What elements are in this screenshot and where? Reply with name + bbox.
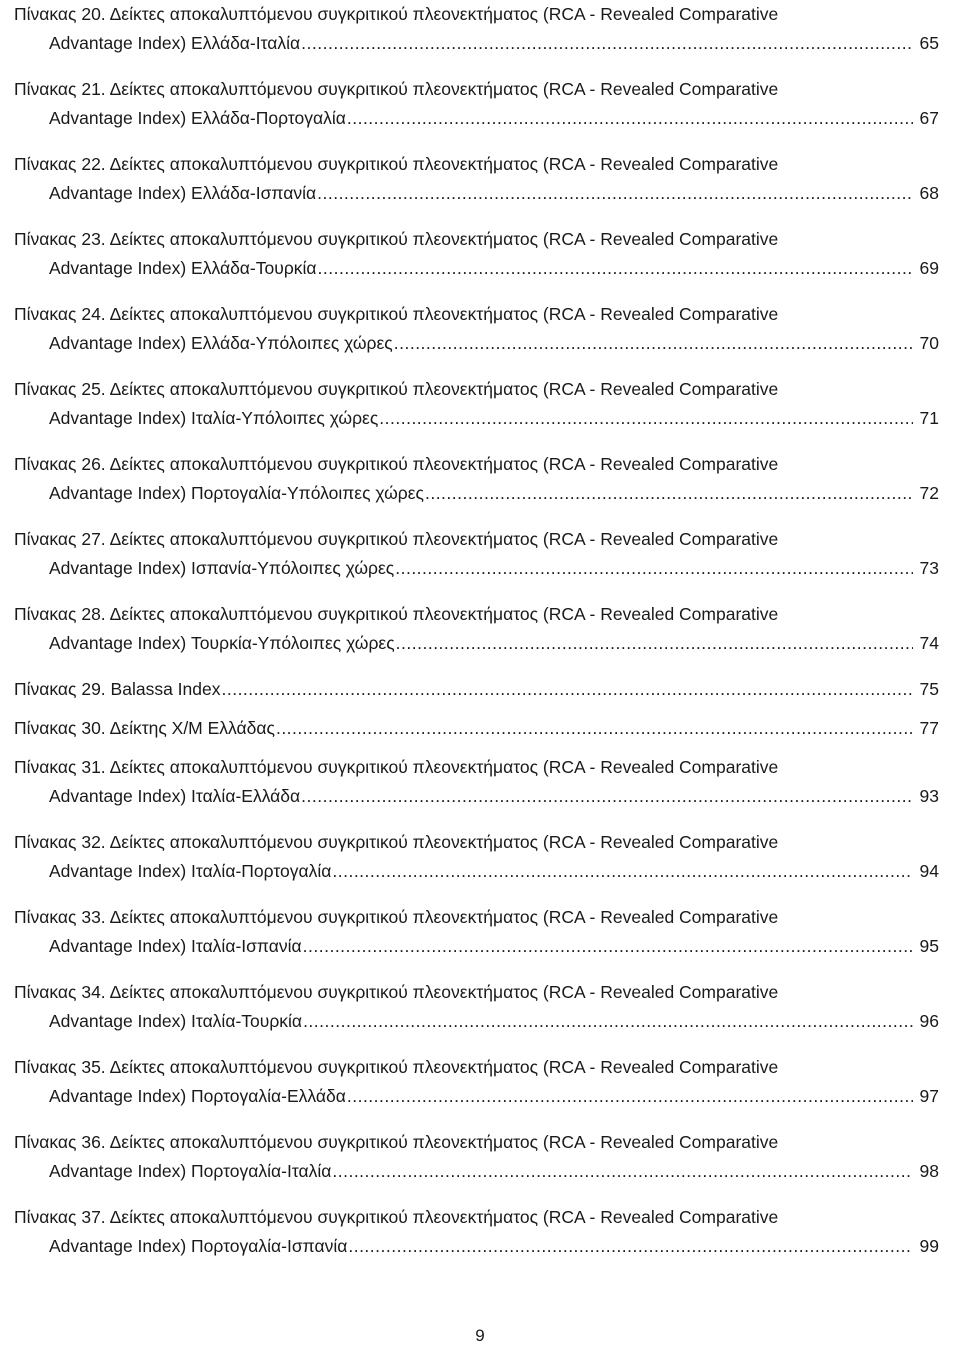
toc-entry-title-line2: Advantage Index) Ιταλία-Ισπανία bbox=[49, 936, 302, 956]
toc-entry-title-line2: Advantage Index) Ελλάδα-Ισπανία bbox=[49, 183, 317, 203]
dot-leader bbox=[303, 932, 913, 961]
toc-entry-title-line2: Advantage Index) Πορτογαλία-Υπόλοιπες χώρες bbox=[49, 483, 424, 503]
dot-leader bbox=[303, 1007, 913, 1036]
toc-entry-title-line2: Δείκτης Χ/Μ Ελλάδας bbox=[109, 718, 275, 738]
toc-entry[interactable] bbox=[14, 0, 960, 58]
toc-entry-title-line1: Δείκτες αποκαλυπτόμενου συγκριτικού πλεονεκτήματος (RCA - Revealed Comparative bbox=[109, 604, 779, 624]
toc-entry-label: Πίνακας 34. bbox=[14, 982, 106, 1002]
toc-entry-page-number: 68 bbox=[919, 183, 939, 203]
toc-entry-first-line bbox=[14, 1053, 960, 1082]
toc-entry[interactable] bbox=[14, 600, 960, 658]
toc-entry-page-number: 96 bbox=[919, 1011, 939, 1031]
toc-entry-page-number: 97 bbox=[919, 1086, 939, 1106]
toc-entry-title-line2: Advantage Index) Ελλάδα-Πορτογαλία bbox=[49, 108, 346, 128]
toc-entry-page-number: 99 bbox=[919, 1236, 939, 1256]
toc-entry-leader-line bbox=[14, 675, 939, 704]
toc-entry-first-line bbox=[14, 225, 960, 254]
toc-entry-title-line1: Δείκτες αποκαλυπτόμενου συγκριτικού πλεονεκτήματος (RCA - Revealed Comparative bbox=[109, 229, 779, 249]
dot-leader bbox=[396, 629, 913, 658]
toc-entry-leader-line bbox=[14, 714, 939, 743]
toc-entry-label: Πίνακας 23. bbox=[14, 229, 106, 249]
toc-entry-leader-line bbox=[14, 329, 939, 358]
toc-entry-leader-line bbox=[14, 479, 939, 508]
toc-entry-label: Πίνακας 20. bbox=[14, 4, 106, 24]
toc-entry-leader-line bbox=[14, 254, 939, 283]
toc-entry-label: Πίνακας 36. bbox=[14, 1132, 106, 1152]
toc-entry-leader-line bbox=[14, 629, 939, 658]
dot-leader bbox=[301, 782, 913, 811]
toc-entry-first-line bbox=[14, 525, 960, 554]
dot-leader bbox=[394, 329, 913, 358]
toc-entry-page-number: 73 bbox=[919, 558, 939, 578]
toc-entry-title-line1: Δείκτες αποκαλυπτόμενου συγκριτικού πλεονεκτήματος (RCA - Revealed Comparative bbox=[109, 529, 779, 549]
toc-entry-first-line bbox=[14, 600, 960, 629]
toc-entry-first-line bbox=[14, 828, 960, 857]
dot-leader bbox=[301, 29, 913, 58]
toc-entry-title-line2: Balassa Index bbox=[110, 679, 221, 699]
toc-entry-label: Πίνακας 37. bbox=[14, 1207, 106, 1227]
toc-entry-title-line1: Δείκτες αποκαλυπτόμενου συγκριτικού πλεονεκτήματος (RCA - Revealed Comparative bbox=[109, 379, 779, 399]
toc-entry[interactable] bbox=[14, 753, 960, 811]
toc-entry-title-line2: Advantage Index) Ιταλία-Υπόλοιπες χώρες bbox=[49, 408, 379, 428]
toc-entry-first-line bbox=[14, 753, 960, 782]
dot-leader bbox=[221, 675, 913, 704]
toc-entry-page-number: 70 bbox=[919, 333, 939, 353]
toc-entry-title-line2: Advantage Index) Πορτογαλία-Ελλάδα bbox=[49, 1086, 346, 1106]
toc-entry-title-line1: Δείκτες αποκαλυπτόμενου συγκριτικού πλεονεκτήματος (RCA - Revealed Comparative bbox=[109, 907, 779, 927]
toc-entry[interactable] bbox=[14, 1203, 960, 1261]
dot-leader bbox=[425, 479, 913, 508]
toc-entry-leader-line bbox=[14, 1007, 939, 1036]
toc-entry-page-number: 65 bbox=[919, 33, 939, 53]
dot-leader bbox=[347, 104, 913, 133]
toc-entry-leader-line bbox=[14, 857, 939, 886]
toc-entry-title-line2: Advantage Index) Ελλάδα-Τουρκία bbox=[49, 258, 317, 278]
toc-entry-page-number: 71 bbox=[919, 408, 939, 428]
toc-entry[interactable] bbox=[14, 375, 960, 433]
toc-entry-first-line bbox=[14, 1203, 960, 1232]
toc-entry-leader-line bbox=[14, 1082, 939, 1111]
toc-entry[interactable] bbox=[14, 978, 960, 1036]
toc-entry-first-line bbox=[14, 75, 960, 104]
toc-entry-page-number: 69 bbox=[919, 258, 939, 278]
toc-entry-title-line1: Δείκτες αποκαλυπτόμενου συγκριτικού πλεονεκτήματος (RCA - Revealed Comparative bbox=[109, 1207, 779, 1227]
toc-entry-page-number: 93 bbox=[919, 786, 939, 806]
toc-entry-first-line bbox=[14, 903, 960, 932]
toc-entry-title-line1: Δείκτες αποκαλυπτόμενου συγκριτικού πλεονεκτήματος (RCA - Revealed Comparative bbox=[109, 982, 779, 1002]
toc-entry-title-line1: Δείκτες αποκαλυπτόμενου συγκριτικού πλεονεκτήματος (RCA - Revealed Comparative bbox=[109, 454, 779, 474]
toc-entry[interactable] bbox=[14, 714, 960, 743]
toc-entry-leader-line bbox=[14, 1157, 939, 1186]
page-number-footer: 9 bbox=[475, 1326, 485, 1345]
toc-entry-label: Πίνακας 21. bbox=[14, 79, 106, 99]
toc-entry-label: Πίνακας 25. bbox=[14, 379, 106, 399]
toc-entry-title-line2: Advantage Index) Τουρκία-Υπόλοιπες χώρες bbox=[49, 633, 395, 653]
toc-entry-leader-line bbox=[14, 179, 939, 208]
toc-entry[interactable] bbox=[14, 75, 960, 133]
toc-entry-page-number: 98 bbox=[919, 1161, 939, 1181]
toc-entry-title-line1: Δείκτες αποκαλυπτόμενου συγκριτικού πλεονεκτήματος (RCA - Revealed Comparative bbox=[109, 757, 779, 777]
toc-entry-label: Πίνακας 22. bbox=[14, 154, 106, 174]
toc-entry[interactable] bbox=[14, 1128, 960, 1186]
toc-entry-label: Πίνακας 27. bbox=[14, 529, 106, 549]
toc-entry-title-line2: Advantage Index) Ελλάδα-Υπόλοιπες χώρες bbox=[49, 333, 393, 353]
toc-entry-leader-line bbox=[14, 104, 939, 133]
toc-entry-title-line1: Δείκτες αποκαλυπτόμενου συγκριτικού πλεονεκτήματος (RCA - Revealed Comparative bbox=[109, 1132, 779, 1152]
toc-entry-first-line bbox=[14, 150, 960, 179]
toc-entry-label: Πίνακας 35. bbox=[14, 1057, 106, 1077]
toc-entry[interactable] bbox=[14, 525, 960, 583]
toc-entry[interactable] bbox=[14, 675, 960, 704]
toc-entry-page-number: 95 bbox=[919, 936, 939, 956]
dot-leader bbox=[317, 179, 913, 208]
toc-entry-label: Πίνακας 31. bbox=[14, 757, 106, 777]
toc-entry-leader-line bbox=[14, 404, 939, 433]
toc-entry-title-line2: Advantage Index) Πορτογαλία-Ιταλία bbox=[49, 1161, 332, 1181]
toc-entry-title-line2: Advantage Index) Ιταλία-Ελλάδα bbox=[49, 786, 301, 806]
dot-leader bbox=[332, 1157, 913, 1186]
toc-entry-first-line bbox=[14, 375, 960, 404]
toc-entry-first-line bbox=[14, 450, 960, 479]
toc-entry[interactable] bbox=[14, 450, 960, 508]
dot-leader bbox=[276, 714, 913, 743]
toc-entry-label: Πίνακας 30. bbox=[14, 718, 106, 738]
toc-entry-leader-line bbox=[14, 29, 939, 58]
toc-entry[interactable] bbox=[14, 1053, 960, 1111]
toc-entry-page-number: 67 bbox=[919, 108, 939, 128]
toc-entry-leader-line bbox=[14, 1232, 939, 1261]
toc-entry-first-line bbox=[14, 978, 960, 1007]
toc-entry-title-line1: Δείκτες αποκαλυπτόμενου συγκριτικού πλεονεκτήματος (RCA - Revealed Comparative bbox=[109, 4, 779, 24]
toc-entry-leader-line bbox=[14, 932, 939, 961]
toc-entry-page-number: 75 bbox=[919, 679, 939, 699]
toc-entry-first-line bbox=[14, 300, 960, 329]
dot-leader bbox=[332, 857, 913, 886]
toc-entry-page-number: 77 bbox=[919, 718, 939, 738]
dot-leader bbox=[348, 1232, 913, 1261]
toc-entry-page-number: 94 bbox=[919, 861, 939, 881]
toc-entry-first-line bbox=[14, 0, 960, 29]
toc-entry-label: Πίνακας 33. bbox=[14, 907, 106, 927]
toc-entry-label: Πίνακας 29. bbox=[14, 679, 106, 699]
toc-entry-page-number: 72 bbox=[919, 483, 939, 503]
dot-leader bbox=[318, 254, 913, 283]
toc-entry-first-line bbox=[14, 1128, 960, 1157]
dot-leader bbox=[347, 1082, 913, 1111]
toc-entry[interactable] bbox=[14, 828, 960, 886]
toc-entry-label: Πίνακας 24. bbox=[14, 304, 106, 324]
toc-entry-title-line2: Advantage Index) Ιταλία-Τουρκία bbox=[49, 1011, 303, 1031]
toc-entry-leader-line bbox=[14, 554, 939, 583]
dot-leader bbox=[395, 554, 913, 583]
toc-entry-title-line2: Advantage Index) Ιταλία-Πορτογαλία bbox=[49, 861, 332, 881]
toc-entry-label: Πίνακας 28. bbox=[14, 604, 106, 624]
toc-entry-leader-line bbox=[14, 782, 939, 811]
toc-entry[interactable] bbox=[14, 225, 960, 283]
toc-entry-page-number: 74 bbox=[919, 633, 939, 653]
toc-entry[interactable] bbox=[14, 903, 960, 961]
toc-entry-title-line1: Δείκτες αποκαλυπτόμενου συγκριτικού πλεονεκτήματος (RCA - Revealed Comparative bbox=[109, 1057, 779, 1077]
toc-entry-title-line1: Δείκτες αποκαλυπτόμενου συγκριτικού πλεονεκτήματος (RCA - Revealed Comparative bbox=[109, 79, 779, 99]
toc-entry[interactable] bbox=[14, 150, 960, 208]
toc-entry-title-line2: Advantage Index) Ισπανία-Υπόλοιπες χώρες bbox=[49, 558, 395, 578]
toc-entry-label: Πίνακας 32. bbox=[14, 832, 106, 852]
toc-entry-title-line1: Δείκτες αποκαλυπτόμενου συγκριτικού πλεονεκτήματος (RCA - Revealed Comparative bbox=[109, 304, 779, 324]
toc-entry-title-line1: Δείκτες αποκαλυπτόμενου συγκριτικού πλεονεκτήματος (RCA - Revealed Comparative bbox=[109, 154, 779, 174]
toc-entry-title-line2: Advantage Index) Πορτογαλία-Ισπανία bbox=[49, 1236, 348, 1256]
toc-entry-label: Πίνακας 26. bbox=[14, 454, 106, 474]
toc-entry-title-line2: Advantage Index) Ελλάδα-Ιταλία bbox=[49, 33, 301, 53]
toc-entry-title-line1: Δείκτες αποκαλυπτόμενου συγκριτικού πλεονεκτήματος (RCA - Revealed Comparative bbox=[109, 832, 779, 852]
toc-entry[interactable] bbox=[14, 300, 960, 358]
dot-leader bbox=[379, 404, 913, 433]
